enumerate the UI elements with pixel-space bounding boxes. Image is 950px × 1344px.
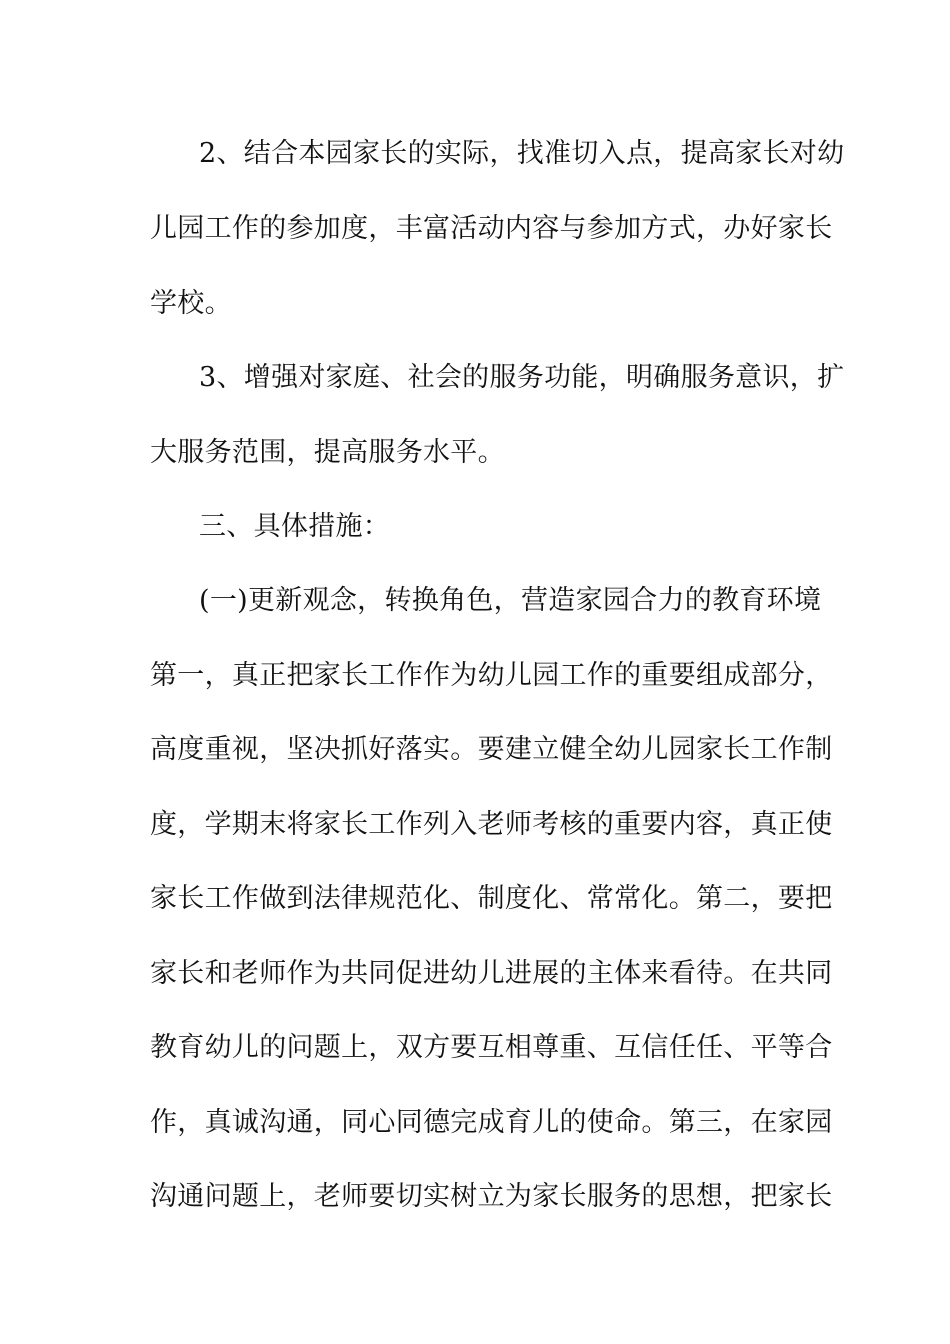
text-line: 沟通问题上，老师要切实树立为家长服务的思想，把家长 (150, 1181, 833, 1212)
text-line: 3、增强对家庭、社会的服务功能，明确服务意识，扩 (199, 362, 845, 393)
subsection-heading: (一)更新观念，转换角色，营造家园合力的教育环境 (199, 585, 822, 616)
section-heading: 三、具体措施： (199, 511, 391, 542)
text-line: 大服务范围，提高服务水平。 (150, 437, 505, 468)
text-line: 学校。 (150, 288, 232, 319)
text-line: 高度重视，坚决抓好落实。要建立健全幼儿园家长工作制 (150, 734, 833, 765)
text-line: 儿园工作的参加度，丰富活动内容与参加方式，办好家长 (150, 213, 833, 244)
text-line: 第一，真正把家长工作作为幼儿园工作的重要组成部分， (150, 660, 833, 691)
text-line: 作，真诚沟通，同心同德完成育儿的使命。第三，在家园 (150, 1107, 833, 1138)
text-line: 教育幼儿的问题上，双方要互相尊重、互信任任、平等合 (150, 1032, 833, 1063)
text-line: 家长工作做到法律规范化、制度化、常常化。第二，要把 (150, 883, 833, 914)
text-line: 2、结合本园家长的实际，找准切入点，提高家长对幼 (199, 138, 845, 169)
text-line: 度，学期末将家长工作列入老师考核的重要内容，真正使 (150, 809, 833, 840)
text-line: 家长和老师作为共同促进幼儿进展的主体来看待。在共同 (150, 958, 833, 989)
